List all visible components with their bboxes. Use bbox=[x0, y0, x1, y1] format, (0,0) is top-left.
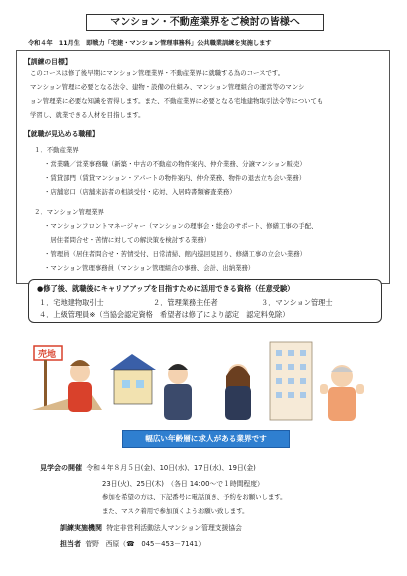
goal-line-3: ョン管理業に必要な知識を習得します。また、不動産業界に必要となる宅地建物取引法令等についても bbox=[30, 97, 324, 105]
worker-icon bbox=[68, 360, 92, 412]
org-label: 訓練実施機関 bbox=[60, 524, 102, 532]
goal-line-4: 学習し、就業できる人材を目指します。 bbox=[30, 111, 145, 119]
tour-dates-1: 令和４年８月５日(金)、10日(水)、17日(水)、19日(金) bbox=[86, 464, 256, 472]
career-item-4: ４．上級管理員※（当協会認定資格 希望者は修了により認定 認定料免除） bbox=[39, 310, 290, 319]
staff-woman-icon bbox=[225, 364, 251, 420]
industry-banner: 幅広い年齢層に求人がある業界です bbox=[122, 430, 290, 448]
career-box bbox=[28, 279, 382, 323]
tour-dates-2: 23日(火)、25日(木) （各日 14:00～で１時間程度） bbox=[102, 480, 264, 488]
tour-label: 見学会の開催 bbox=[40, 464, 82, 472]
condo-item-2: 居住者問合せ・苦情に対しての解決策を検討する業務） bbox=[44, 236, 211, 244]
career-item-2: ２．管理業務主任者 bbox=[153, 298, 218, 307]
career-title: ●修了後、就職後にキャリアアップを目指すために活用できる資格（任意受験） bbox=[37, 284, 295, 293]
goal-line-1: このコースは修了後早期にマンション管理業界・不動産業界に就職する為のコースです。 bbox=[30, 69, 285, 77]
career-item-3: ３．マンション管理士 bbox=[261, 298, 333, 307]
illustration-strip bbox=[32, 340, 376, 424]
org-line bbox=[60, 522, 242, 533]
goal-line-2: マンション管理に必要となる法令、建物・設備の仕組み、マンション管理組合の運営等のマンシ bbox=[30, 83, 305, 91]
realestate-item-2: ・賃貸部門（賃貸マンション・アパートの物件案内、仲介業務、物件の退去立ち会い業務） bbox=[44, 174, 306, 182]
realestate-item-3: ・店舗窓口（店舗来訪者の相談受付・応対、入居時書類審査業務） bbox=[44, 188, 236, 196]
contact-line bbox=[60, 538, 205, 549]
senior-man-icon bbox=[320, 365, 364, 421]
for-sale-sign-text: 売地 bbox=[38, 350, 57, 360]
career-item-1: １．宅地建物取引士 bbox=[39, 298, 104, 307]
tour-note-2: また、マスク着用で参加頂くようお願い致します。 bbox=[102, 507, 249, 515]
contact-label: 担当者 bbox=[60, 540, 81, 548]
contact-info: 菅野 西原（☎ 045－453－7141） bbox=[85, 540, 206, 548]
goal-header: 【訓練の目標】 bbox=[24, 58, 72, 66]
jobs-header: 【就職が見込める職種】 bbox=[24, 130, 99, 138]
apartment-building-icon bbox=[270, 342, 312, 420]
org-name: 特定非営利活動法人マンション管理支援協会 bbox=[106, 524, 242, 532]
flyer-title: マンション・不動産業界をご検討の皆様へ bbox=[86, 14, 324, 31]
condo-label: ２．マンション管理業界 bbox=[34, 208, 105, 216]
tour-dates-line-1 bbox=[40, 462, 256, 473]
condo-item-3: ・管理員（居住者問合せ・苦情受付、日常清掃、館内巡回見回り、修繕工事の立会い業務） bbox=[44, 250, 307, 258]
staff-man-icon bbox=[164, 364, 192, 420]
condo-item-4: ・マンション管理事務員（マンション管理組合の事務、会計、出納業務） bbox=[44, 264, 255, 272]
condo-item-1: ・マンションフロントマネージャー（マンションの理事会・総会のサポート、修繕工事の手配、 bbox=[44, 222, 318, 230]
tour-note-1: 参加を希望の方は、下記番号に電話頂き、予約をお願いします。 bbox=[102, 493, 287, 501]
realestate-label: １．不動産業界 bbox=[34, 146, 79, 154]
flyer-subtitle: 令和４年 11月生 即戦力「宅建・マンション管理事務科」公共職業訓練を実施します bbox=[28, 40, 272, 47]
realestate-item-1: ・営業職／営業事務職（新築・中古の不動産の物件案内、仲介業務、分譲マンション販売） bbox=[44, 160, 306, 168]
house-icon bbox=[110, 354, 156, 404]
